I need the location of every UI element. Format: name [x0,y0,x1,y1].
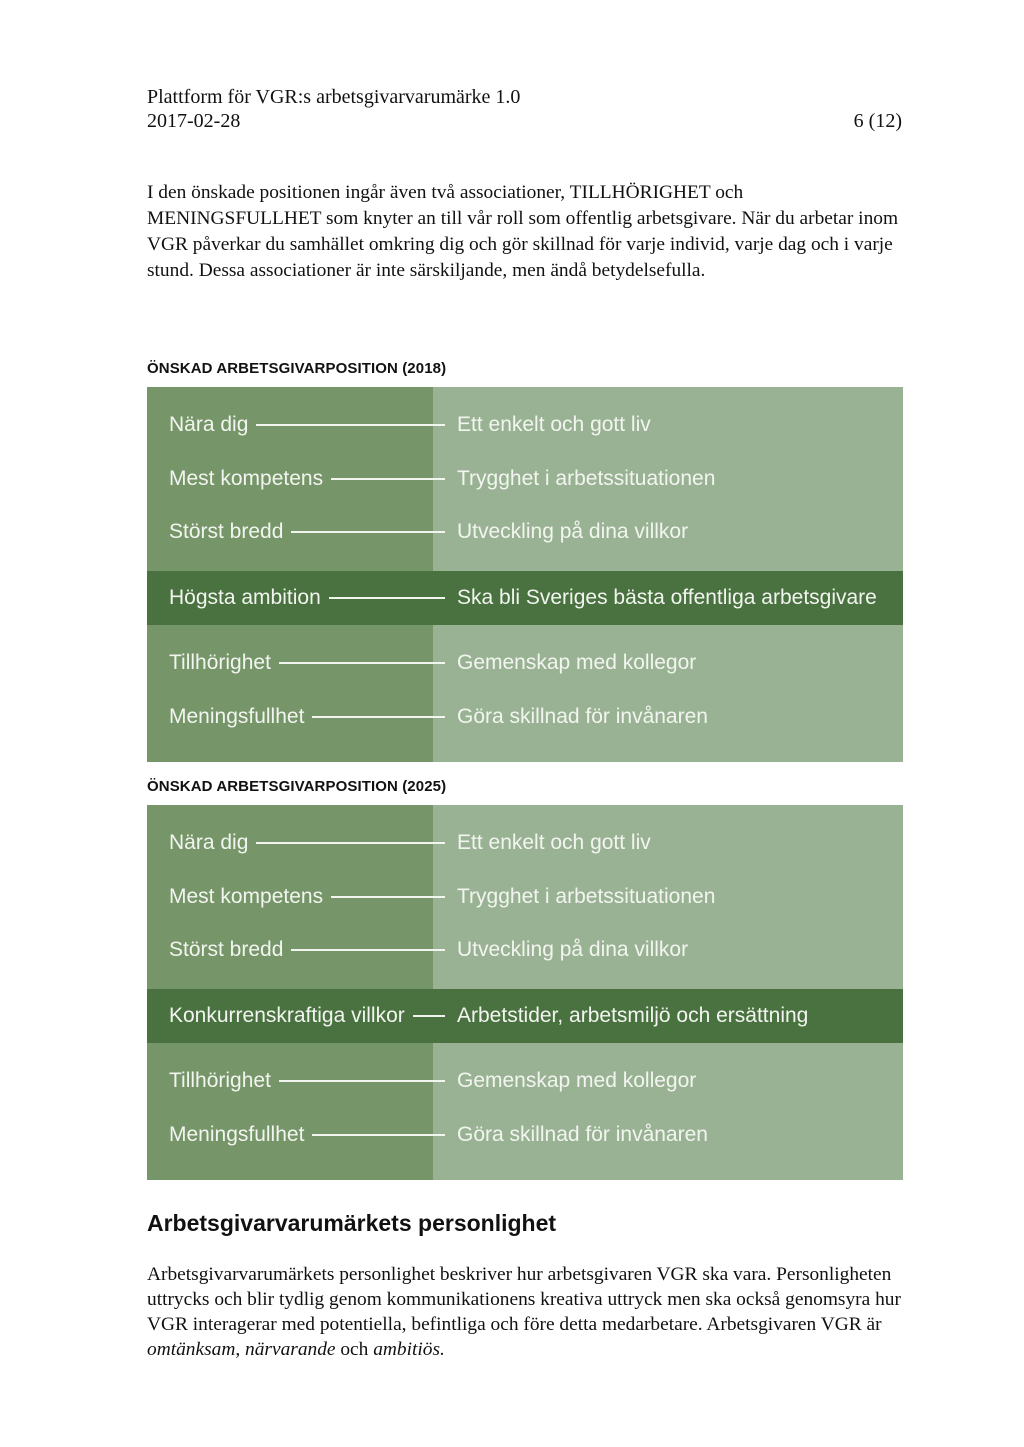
connector-line [256,424,445,426]
diagram-row [147,923,903,977]
row-value: Trygghet i arbetssituationen [457,467,716,490]
diagram-row [147,505,903,559]
connector-line [413,1015,445,1017]
row-label: Meningsfullhet [169,1123,305,1146]
row-value: Ett enkelt och gott liv [457,831,651,854]
diagram-title-2025: ÖNSKAD ARBETSGIVARPOSITION (2025) [147,778,447,795]
diagram-title-2018: ÖNSKAD ARBETSGIVARPOSITION (2018) [147,360,447,377]
row-value: Gemenskap med kollegor [457,651,697,674]
position-diagram-2025 [147,805,903,1180]
page-number: 6 (12) [853,110,902,132]
row-label: Högsta ambition [169,586,321,609]
document-title: Plattform för VGR:s arbetsgivarvarumärke 1.0 [147,86,521,108]
row-label: Mest kompetens [169,885,324,908]
personality-text: Arbetsgivarvarumärkets personlighet beskriver hur arbetsgivaren VGR ska vara. Personligheten uttrycks och blir tydlig genom kommunikationens kreativa uttryck men ska också genomsyra hur VGR interagerar med potentiella, befintliga och före detta medarbetare. Arbetsgivaren VGR är [147,1264,901,1335]
connector-line [329,597,445,599]
row-value: Utveckling på dina villkor [457,520,689,543]
section-heading: Arbetsgivarvarumärkets personlighet [147,1210,557,1236]
row-label: Tillhörighet [169,651,271,674]
row-value: Göra skillnad för invånaren [457,705,708,728]
connector-line [331,896,445,898]
row-label: Störst bredd [169,520,284,543]
diagram-row [147,452,903,506]
intro-paragraph: I den önskade positionen ingår även två associationer, TILLHÖRIGHET och MENINGSFULLHET som knyter an till vår roll som offentlig arbetsgivare. När du arbetar inom VGR påverkar du samhället omkring dig och gör skillnad för varje individ, varje dag och i varje stund. Dessa associationer är inte särskiljande, men ändå betydelsefulla. [147,182,899,281]
diagram-row-highlight [147,989,903,1043]
connector-line [331,478,445,480]
row-value: Trygghet i arbetssituationen [457,885,716,908]
diagram-row [147,816,903,870]
row-label: Mest kompetens [169,467,324,490]
connector-line [256,842,445,844]
diagram-row [147,690,903,744]
trait-present: närvarande [245,1339,336,1360]
connector-line [279,1080,445,1082]
connector-line [312,1134,445,1136]
row-label: Konkurrenskraftiga villkor [169,1004,405,1027]
row-label: Nära dig [169,831,249,854]
diagram-row-highlight [147,571,903,625]
personality-paragraph [147,1262,907,1362]
row-value: Ska bli Sveriges bästa offentliga arbetsgivare [457,586,877,609]
trait-ambitious: ambitiös. [373,1339,445,1360]
row-value: Arbetstider, arbetsmiljö och ersättning [457,1004,809,1027]
connector-line [312,716,445,718]
position-diagram-2018 [147,387,903,762]
diagram-row [147,1054,903,1108]
separator-text: , [235,1339,246,1360]
row-value: Gemenskap med kollegor [457,1069,697,1092]
diagram-row [147,870,903,924]
row-label: Tillhörighet [169,1069,271,1092]
document-date: 2017-02-28 [147,110,241,132]
connector-line [279,662,445,664]
row-value: Ett enkelt och gott liv [457,413,651,436]
trait-considerate: omtänksam [147,1339,236,1360]
diagram-row [147,398,903,452]
row-label: Meningsfullhet [169,705,305,728]
row-label: Nära dig [169,413,249,436]
row-label: Störst bredd [169,938,284,961]
diagram-row [147,1108,903,1162]
row-value: Utveckling på dina villkor [457,938,689,961]
connector-line [291,949,445,951]
diagram-row [147,636,903,690]
separator-text: och [335,1339,374,1360]
connector-line [291,531,445,533]
row-value: Göra skillnad för invånaren [457,1123,708,1146]
